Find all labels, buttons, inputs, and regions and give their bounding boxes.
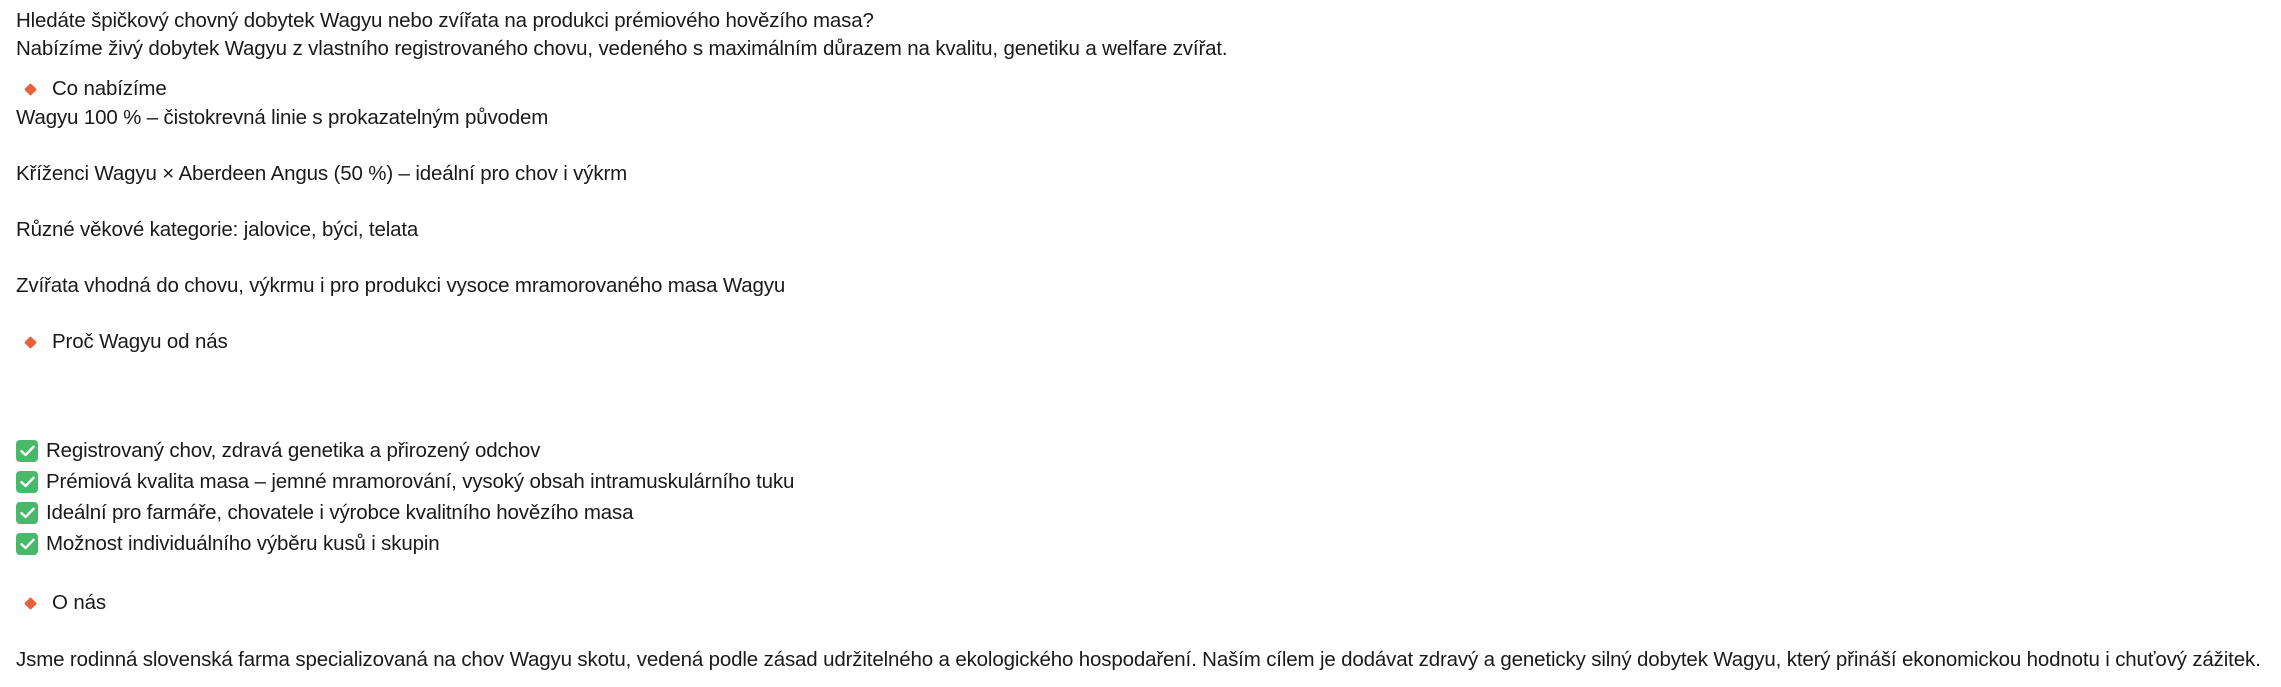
heading-about: [16, 589, 106, 617]
orange-diamond-icon: [24, 83, 37, 96]
why-item: [16, 437, 540, 465]
offer-item: Kříženci Wagyu × Aberdeen Angus (50 %) – ideální pro chov i výkrm: [16, 162, 628, 185]
check-mark-icon: [16, 533, 38, 555]
heading-why-label: Proč Wagyu od nás: [52, 330, 228, 353]
about-text: Jsme rodinná slovenská farma specializovaná na chov Wagyu skotu, vedená podle zásad udržitelného a ekologického hospodaření. Naším cílem je dodávat zdravý a geneticky silný dobytek Wagyu, který přináší ekonomickou hodnotu i chuťový zážitek.: [16, 648, 2261, 671]
why-item-label: Ideální pro farmáře, chovatele i výrobce kvalitního hovězího masa: [46, 501, 634, 524]
orange-diamond-icon: [24, 336, 37, 349]
check-mark-icon: [16, 502, 38, 524]
offer-item: Různé věkové kategorie: jalovice, býci, telata: [16, 218, 419, 241]
check-mark-icon: [16, 471, 38, 493]
why-item: [16, 499, 633, 527]
why-item: [16, 530, 440, 558]
why-item-label: Prémiová kvalita masa – jemné mramorování, vysoký obsah intramuskulárního tuku: [46, 470, 795, 493]
heading-offer-label: Co nabízíme: [52, 77, 167, 100]
offer-item: Wagyu 100 % – čistokrevná linie s prokazatelným původem: [16, 106, 549, 129]
heading-offer: [16, 75, 167, 103]
why-item: [16, 468, 794, 496]
why-item-label: Registrovaný chov, zdravá genetika a přirozený odchov: [46, 439, 541, 462]
heading-why: [16, 328, 228, 356]
intro-question: Hledáte špičkový chovný dobytek Wagyu nebo zvířata na produkci prémiového hovězího masa?: [16, 9, 874, 32]
offer-item: Zvířata vhodná do chovu, výkrmu i pro produkci vysoce mramorovaného masa Wagyu: [16, 274, 786, 297]
orange-diamond-icon: [24, 597, 37, 610]
why-item-label: Možnost individuálního výběru kusů i skupin: [46, 532, 440, 555]
heading-about-label: O nás: [52, 591, 106, 614]
intro-offer: Nabízíme živý dobytek Wagyu z vlastního registrovaného chovu, vedeného s maximálním důrazem na kvalitu, genetiku a welfare zvířat.: [16, 37, 1228, 60]
check-mark-icon: [16, 440, 38, 462]
